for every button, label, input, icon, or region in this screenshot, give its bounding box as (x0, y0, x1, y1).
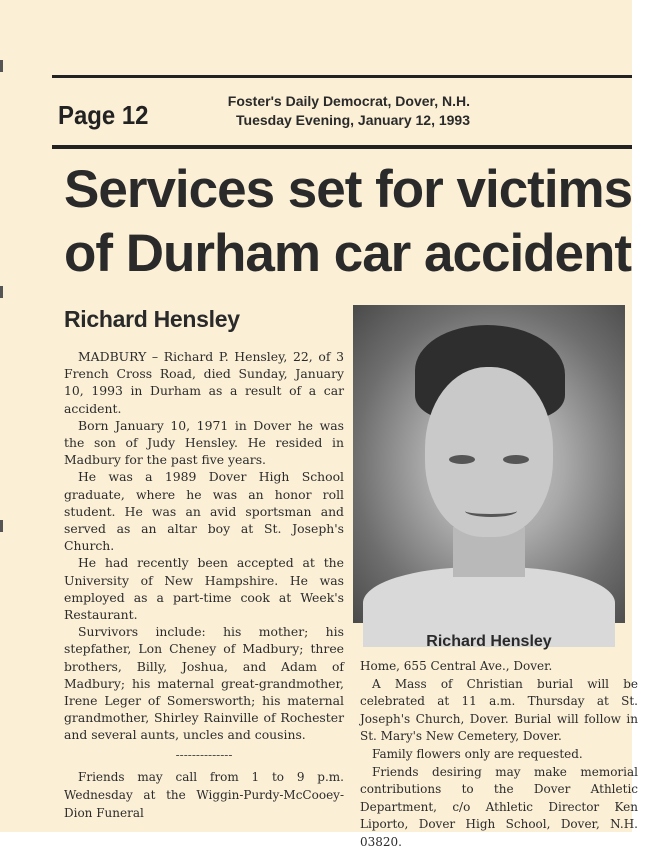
photo-eye (503, 455, 529, 464)
photo-eye (449, 455, 475, 464)
masthead-rule (52, 145, 632, 149)
photo-caption: Richard Hensley (426, 633, 552, 650)
headline (64, 158, 633, 286)
paragraph: Friends may call from 1 to 9 p.m. Wednesday at the Wiggin-Purdy-McCooey-Dion Funeral (64, 769, 344, 820)
obituary-subhead: Richard Hensley (64, 306, 240, 332)
paragraph: Born January 10, 1971 in Dover he was the son of Judy Hensley. He resided in Madbury for the past five years. (64, 417, 344, 468)
top-rule (52, 75, 632, 78)
masthead-paper-name: Foster's Daily Democrat, Dover, N.H. (227, 93, 470, 109)
paragraph: Home, 655 Central Ave., Dover. (360, 659, 553, 673)
masthead (170, 92, 470, 130)
page-number: Page 12 (58, 100, 149, 130)
paragraph: He had recently been accepted at the University of New Hampshire. He was employed as a part-time cook at Week's Restaurant. (64, 555, 344, 623)
masthead-date: Tuesday Evening, January 12, 1993 (236, 112, 470, 128)
binder-hole-mark (0, 286, 3, 298)
left-text-column (64, 348, 344, 822)
binder-hole-mark (0, 520, 3, 532)
section-divider: -------------- (175, 747, 233, 762)
paragraph: He was a 1989 Dover High School graduate, where he was an honor roll student. He was an avid sportsman and served as an altar boy at St. Joseph's Church. (64, 469, 344, 554)
headline-line-2: of Durham car accident (64, 224, 632, 283)
paragraph: Friends desiring may make memorial contributions to the Dover Athletic Department, c/o Athletic Director Ken Liporto, Dover High School, Dover, N.H. 03820. (360, 764, 638, 849)
binder-hole-mark (0, 60, 3, 72)
right-text-column (360, 658, 638, 852)
paragraph: Survivors include: his mother; his stepfather, Lon Cheney of Madbury; three brothers, Billy, Joshua, and Adam of Madbury; his maternal great-grandmother, Irene Leger of Somersworth; his maternal grandmother, Shirley Rainville of Rochester and several aunts, uncles and cousins. (64, 624, 344, 743)
portrait-photo (353, 305, 625, 623)
paragraph: Family flowers only are requested. (372, 746, 583, 761)
photo-mouth (465, 505, 517, 517)
paragraph: A Mass of Christian burial will be celebrated at 11 a.m. Thursday at St. Joseph's Church, Dover. Burial will follow in St. Mary's New Cemetery, Dover. (360, 676, 638, 744)
paragraph: MADBURY – Richard P. Hensley, 22, of 3 French Cross Road, died Sunday, January 10, 1993 in Durham as a result of a car accident. (64, 349, 344, 416)
headline-line-1: Services set for victims (64, 160, 633, 219)
